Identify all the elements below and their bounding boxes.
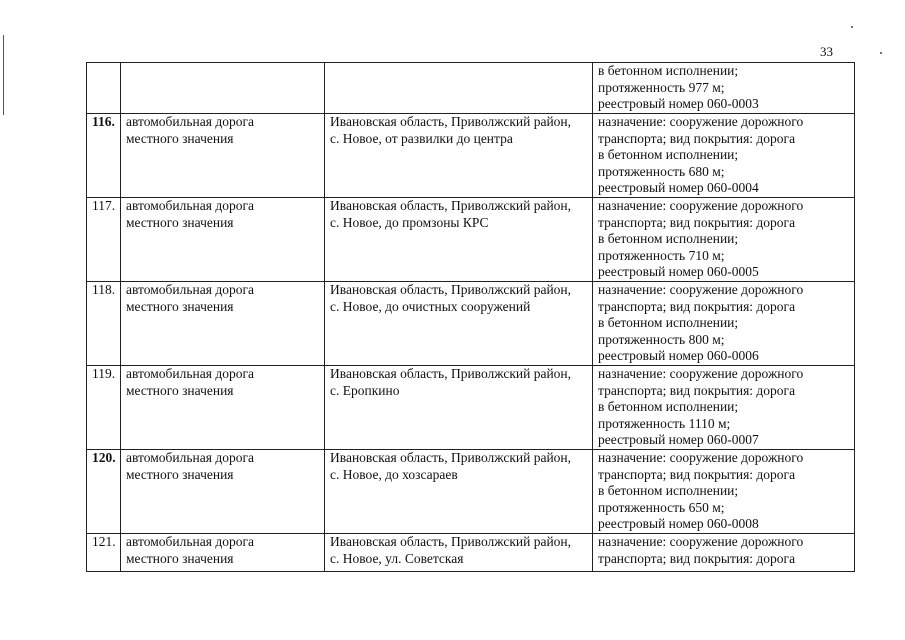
description-line: реестровый номер 060-0004 xyxy=(598,180,759,196)
address-cell xyxy=(325,198,593,282)
description-line: протяженность 680 м; xyxy=(598,163,725,179)
description-line: транспорта; вид покрытия: дорога xyxy=(598,466,796,482)
description-line: в бетонном исполнении; xyxy=(598,399,739,415)
description-line: назначение: сооружение дорожного xyxy=(598,366,804,381)
description-cell xyxy=(593,63,855,114)
table-row xyxy=(87,282,855,366)
address-cell xyxy=(325,450,593,534)
description-cell xyxy=(593,114,855,198)
description-line: назначение: сооружение дорожного xyxy=(598,534,804,549)
table-row xyxy=(87,198,855,282)
description-line: реестровый номер 060-0008 xyxy=(598,516,759,532)
object-name-cell xyxy=(121,198,325,282)
registry-table-body xyxy=(87,63,855,572)
address-line: с. Новое, до хозсараев xyxy=(330,466,458,482)
table-row-continued xyxy=(87,63,855,114)
object-name-cell xyxy=(121,114,325,198)
description-line: протяженность 1110 м; xyxy=(598,415,731,431)
description-line: реестровый номер 060-0005 xyxy=(598,264,759,280)
scan-speck xyxy=(851,26,853,28)
address-line: Ивановская область, Приволжский район, xyxy=(330,450,572,465)
object-name-cell xyxy=(121,366,325,450)
address-line: с. Еропкино xyxy=(330,382,400,398)
row-number-cell: 116. xyxy=(87,114,121,198)
scan-edge-mark xyxy=(3,35,4,115)
description-line: протяженность 650 м; xyxy=(598,499,725,515)
description-line: реестровый номер 060-0006 xyxy=(598,348,759,364)
description-line: транспорта; вид покрытия: дорога xyxy=(598,298,796,314)
description-line: транспорта; вид покрытия: дорога xyxy=(598,130,796,146)
description-line: протяженность 710 м; xyxy=(598,247,725,263)
address-line: Ивановская область, Приволжский район, xyxy=(330,534,572,549)
registry-table xyxy=(86,62,855,572)
table-row xyxy=(87,450,855,534)
address-line: Ивановская область, Приволжский район, xyxy=(330,114,572,129)
scan-speck xyxy=(880,52,882,54)
description-line: протяженность 977 м; xyxy=(598,79,725,95)
description-line: назначение: сооружение дорожного xyxy=(598,282,804,297)
description-line: в бетонном исполнении; xyxy=(598,147,739,163)
object-name-line: автомобильная дорога xyxy=(126,198,254,213)
address-cell xyxy=(325,366,593,450)
address-line: Ивановская область, Приволжский район, xyxy=(330,282,572,297)
object-name-line: автомобильная дорога xyxy=(126,450,254,465)
row-number-cell: 119. xyxy=(87,366,121,450)
object-name-line: автомобильная дорога xyxy=(126,534,254,549)
description-line: транспорта; вид покрытия: дорога xyxy=(598,382,796,398)
table-row xyxy=(87,534,855,572)
address-line: с. Новое, от развилки до центра xyxy=(330,130,513,146)
object-name-line: местного значения xyxy=(126,550,234,566)
object-name-line: автомобильная дорога xyxy=(126,282,254,297)
object-name-cell xyxy=(121,282,325,366)
row-number-cell: 121. xyxy=(87,534,121,572)
description-line: в бетонном исполнении; xyxy=(598,483,739,499)
row-number-cell: 117. xyxy=(87,198,121,282)
description-cell xyxy=(593,534,855,572)
description-line: в бетонном исполнении; xyxy=(598,63,739,78)
description-cell xyxy=(593,450,855,534)
table-row xyxy=(87,366,855,450)
description-cell xyxy=(593,198,855,282)
address-line: с. Новое, до промзоны КРС xyxy=(330,214,489,230)
description-line: назначение: сооружение дорожного xyxy=(598,114,804,129)
address-cell xyxy=(325,534,593,572)
object-name-line: автомобильная дорога xyxy=(126,114,254,129)
object-name-cell xyxy=(121,63,325,114)
object-name-line: местного значения xyxy=(126,130,234,146)
object-name-line: местного значения xyxy=(126,298,234,314)
description-line: транспорта; вид покрытия: дорога xyxy=(598,214,796,230)
object-name-line: автомобильная дорога xyxy=(126,366,254,381)
row-number-cell: 120. xyxy=(87,450,121,534)
object-name-line: местного значения xyxy=(126,382,234,398)
address-line: Ивановская область, Приволжский район, xyxy=(330,198,572,213)
object-name-line: местного значения xyxy=(126,214,234,230)
description-line: реестровый номер 060-0007 xyxy=(598,432,759,448)
address-cell xyxy=(325,282,593,366)
description-line: в бетонном исполнении; xyxy=(598,315,739,331)
description-cell xyxy=(593,366,855,450)
address-cell xyxy=(325,114,593,198)
row-number-cell: 118. xyxy=(87,282,121,366)
description-line: в бетонном исполнении; xyxy=(598,231,739,247)
description-cell xyxy=(593,282,855,366)
description-line: назначение: сооружение дорожного xyxy=(598,198,804,213)
description-line: реестровый номер 060-0003 xyxy=(598,96,759,112)
description-line: транспорта; вид покрытия: дорога xyxy=(598,550,796,566)
address-cell xyxy=(325,63,593,114)
object-name-cell xyxy=(121,534,325,572)
page-number: 33 xyxy=(820,44,833,59)
description-line: назначение: сооружение дорожного xyxy=(598,450,804,465)
table-row xyxy=(87,114,855,198)
row-number-cell xyxy=(87,63,121,114)
address-line: с. Новое, до очистных сооружений xyxy=(330,298,531,314)
object-name-cell xyxy=(121,450,325,534)
description-line: протяженность 800 м; xyxy=(598,331,725,347)
object-name-line: местного значения xyxy=(126,466,234,482)
address-line: Ивановская область, Приволжский район, xyxy=(330,366,572,381)
address-line: с. Новое, ул. Советская xyxy=(330,550,464,566)
